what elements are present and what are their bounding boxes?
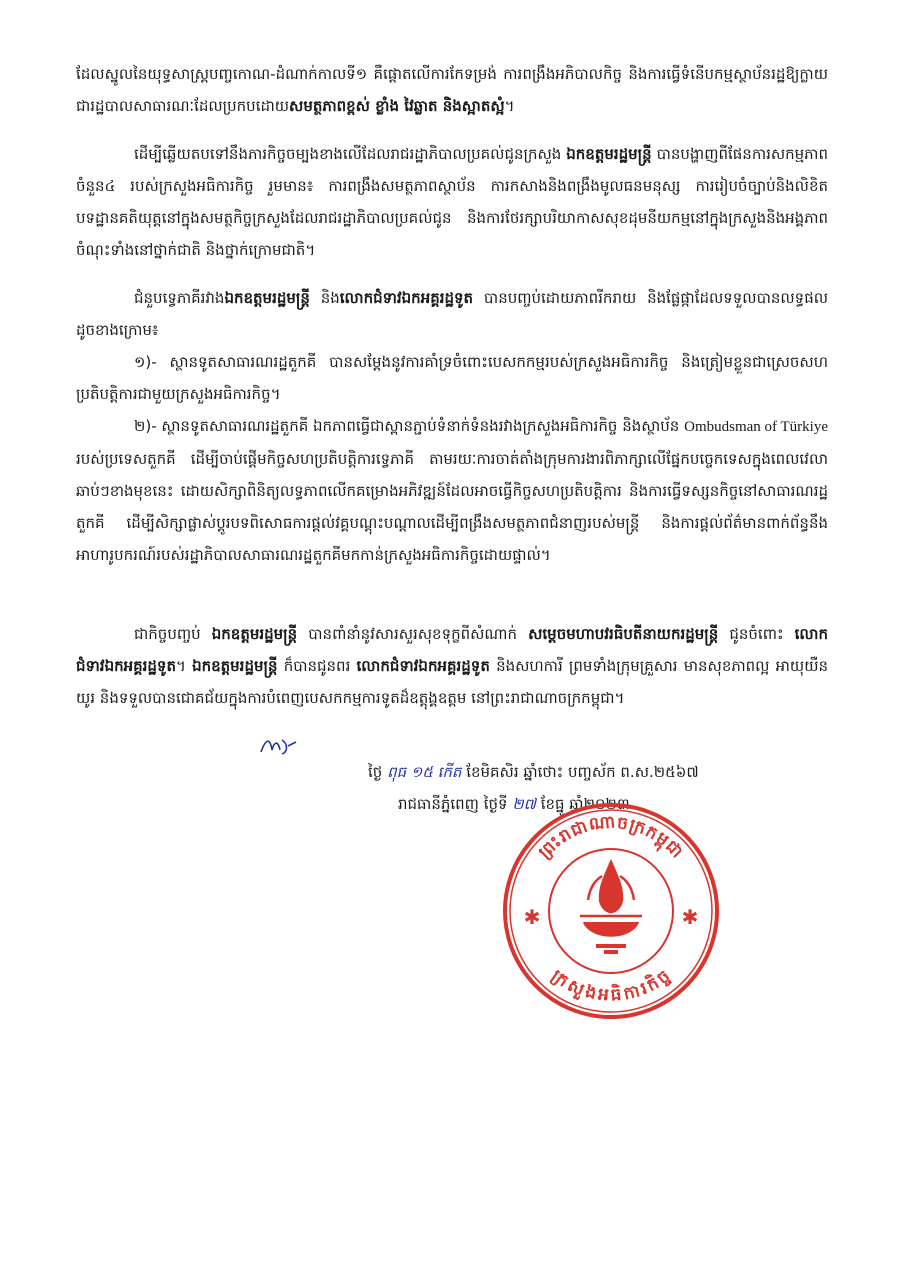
paragraph-1 [76,58,828,122]
institution-name-text: Ombudsman of Türkiye [684,419,828,435]
body-text: បានពាំនាំនូវសារសួរសុខទុក្ខពីសំណាក់ [297,625,529,643]
lunar-date-line [368,758,838,786]
body-text: ជាកិច្ចបញ្ចប់ [134,625,212,643]
svg-text:ក្រសួងអធិការកិច្ច [547,966,674,1006]
paragraph-3 [76,282,828,346]
body-text: ដែលស្នូលនៃយុទ្ធសាស្ត្របញ្ចកោណ-ដំណាក់កាលទី១ គឺផ្តោតលើការកែទម្រង់ ការពង្រឹងអភិបាលកិច្ច និងការធ្វើទំនើបកម្មស្ថាប័នរដ្ឋឱ្យក្លាយជារដ្ឋបាលសាធារណៈដែលប្រកបដោយ [76,65,828,115]
date-text: ថ្ងៃ [368,763,388,781]
paragraph-5 [76,410,828,571]
body-text: ២)- ស្ថានទូតសាធារណរដ្ឋតួកគី ឯកភាពធ្វើជាស្ពានភ្ជាប់ទំនាក់ទំនងរវាងក្រសួងអធិការកិច្ច និងស្ថាប័ន [134,417,685,435]
bold-title-text: ឯកឧត្តមរដ្ឋមន្ត្រី [211,625,298,643]
seal-star-left-icon: ✱ [523,905,541,929]
ministry-seal [500,800,722,1022]
body-text: ក៏បានជូនពរ [277,657,357,675]
body-text: របស់ប្រទេសតួកគី ដើម្បីចាប់ផ្តើមកិច្ចសហប្រតិបត្តិការទ្វេភាគី តាមរយៈការចាត់តាំងក្រុមការងារពិភាក្សាលើផែ្នកបច្ចេកទេសក្នុងពេលវេលាឆាប់ៗខាងមុខនេះ ដោយសិក្សាពិនិត្យលទ្ធភាពលើកគម្រោងអភិវឌ្ឍន៍ដែលអាចធ្វើកិច្ចសហប្រតិបត្តិការ និងការធ្វើទស្សនកិច្ចនៅសាធារណរដ្ឋតួកគី ដើម្បីសិក្សាផ្លាស់ប្តូរបទពិសោធការផ្តល់វគ្គបណ្តុះបណ្តាលដើម្បីពង្រឹងសមត្ថភាពជំនាញរបស់មន្ត្រី និងការផ្តល់ព័ត៌មានពាក់ព័ន្ធនឹងអាហារូបករណ៍របស់រដ្ឋាភិបាលសាធារណរដ្ឋតួកគីមកកាន់ក្រសួងអធិការកិច្ចដោយផ្ទាល់។ [76,450,828,564]
handwritten-initials [258,732,298,760]
bold-title-text: ឯកឧត្តមរដ្ឋមន្ត្រី [566,145,652,163]
body-text: ជំនួបទ្វេភាគីរវាង [134,289,225,307]
bold-title-text: លោកជំទាវឯកអគ្គរដ្ឋទូត [76,625,828,675]
body-text: ១)- ស្ថានទូតសាធារណរដ្ឋតួកគី បានសម្តែងនូវការគាំទ្រចំពោះបេសកកម្មរបស់ក្រសួងអធិការកិច្ច និងត្រៀមខ្លួនជាស្រេចសហប្រតិបត្តិការជាមួយក្រសួងអធិការកិច្ច។ [76,353,828,403]
body-text: និង [309,289,340,307]
bold-title-text: សម្តេចមហាបវរធិបតីនាយករដ្ឋមន្ត្រី [528,625,719,643]
date-text: ខែធ្នូ ឆ្នាំ២០២៣ [535,795,630,813]
bold-title-text: ឯកឧត្តមរដ្ឋមន្ត្រី [192,657,278,675]
bold-title-text: សមត្ថភាពខ្ពស់ ខ្លាំង វៃឆ្លាត និងស្អាតស្អំ [289,97,505,115]
body-text: និងសហការី ព្រមទាំងក្រុមគ្រួសារ មានសុខភាពល្អ អាយុយឺនយូរ និងទទួលបានជោគជ័យក្នុងការបំពេញបេសកកម្មការទូតដ៏ឧត្តុង្គឧត្តម នៅព្រះរាជាណាចក្រកម្ពុជា។ [76,657,829,707]
body-text: បានបញ្ចប់ដោយភាពរីករាយ និងផ្លែផ្កាដែលទទួលបានលទ្ធផលដូចខាងក្រោម៖ [76,289,829,339]
body-text: ។ [504,97,515,115]
paragraph-4 [76,346,828,410]
paragraph-6 [76,618,828,714]
bold-title-text: ឯកឧត្តមរដ្ឋមន្ត្រី [224,289,310,307]
handwritten-date-part: ពុធ [387,763,407,781]
bold-title-text: លោកជំទាវឯកអគ្គរដ្ឋទូត [339,289,474,307]
handwritten-date-part: ១៥ កើត [410,763,462,781]
bold-title-text: លោកជំទាវឯកអគ្គរដ្ឋទូត [356,657,490,675]
body-text: ជូនចំពោះ [718,625,795,643]
body-text: ដើម្បីឆ្លើយតបទៅនឹងភារកិច្ចចម្បងខាងលើដែលរាជរដ្ឋាភិបាលប្រគល់ជូនក្រសួង [134,145,567,163]
handwritten-date-part: ២៧ [512,795,536,813]
date-text: រាជធានីភ្នំពេញ ថ្ងៃទី [398,795,513,813]
body-text: ។ [175,657,193,675]
body-text: បានបង្ហាញពីផែនការសកម្មភាពចំនួន៤ របស់ក្រសួងអធិការកិច្ច រួមមាន៖ ការពង្រឹងសមត្ថភាពស្ថាប័ន ការកសាងនិងពង្រឹងមូលធនមនុស្ស ការរៀបចំច្បាប់និងលិខិតបទដ្ឋានគតិយុត្តនៅក្នុងសមត្ថកិច្ចក្រសួងដែលរាជរដ្ឋាភិបាលប្រគល់ជូន និងការថែរក្សាបរិយាកាសសុខដុមនីយកម្មនៅក្នុងក្រសួងនិងអង្គភាពចំណុះទាំងនៅថ្នាក់ជាតិ និងថ្នាក់ក្រោមជាតិ។ [76,145,828,259]
seal-bottom-text: ក្រសួងអធិការកិច្ច [547,965,675,1006]
paragraph-2 [76,138,828,266]
seal-star-right-icon: ✱ [681,905,699,929]
seal-top-text: ព្រះរាជាណាចក្រកម្ពុជា [534,812,688,863]
date-text: ខែមិគសិរ ឆ្នាំថោះ បញ្ចស័ក ព.ស.២៥៦៧ [461,763,699,781]
